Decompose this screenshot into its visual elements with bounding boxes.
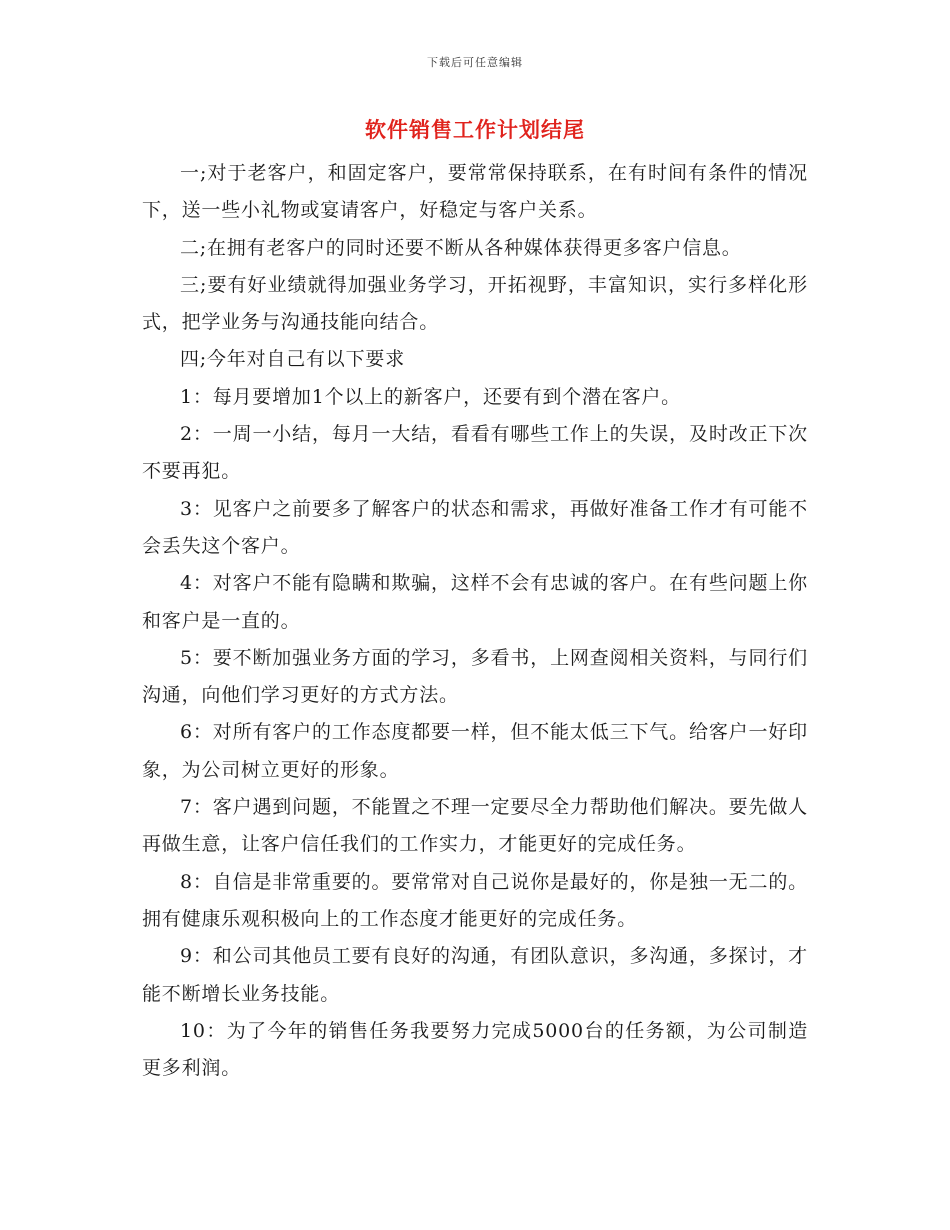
paragraph-12: 8：自信是非常重要的。要常常对自己说你是最好的，你是独一无二的。拥有健康乐观积极向上的工作态度才能更好的完成任务。 [142, 870, 808, 930]
paragraph-3: 三;要有好业绩就得加强业务学习，开拓视野，丰富知识，实行多样化形式，把学业务与沟通技能向结合。 [142, 273, 808, 334]
paragraph-5: 1：每月要增加1个以上的新客户，还要有到个潜在客户。 [180, 385, 681, 408]
paragraph-2: 二;在拥有老客户的同时还要不断从各种媒体获得更多客户信息。 [180, 236, 742, 259]
paragraph-14: 10：为了今年的销售任务我要努力完成5000台的任务额，为公司制造更多利润。 [142, 1019, 808, 1080]
paragraph-7: 3：见客户之前要多了解客户的状态和需求，再做好准备工作才有可能不会丢失这个客户。 [142, 497, 808, 557]
document-title: 软件销售工作计划结尾 [365, 117, 585, 142]
header-note: 下载后可任意编辑 [427, 56, 523, 69]
paragraph-10: 6：对所有客户的工作态度都要一样，但不能太低三下气。给客户一好印象，为公司树立更好的形象。 [142, 721, 808, 781]
paragraph-13: 9：和公司其他员工要有良好的沟通，有团队意识，多沟通，多探讨，才能不断增长业务技能。 [142, 945, 808, 1005]
paragraph-8: 4：对客户不能有隐瞒和欺骗，这样不会有忠诚的客户。在有些问题上你和客户是一直的。 [142, 572, 808, 632]
paragraph-1: 一;对于老客户，和固定客户，要常常保持联系，在有时间有条件的情况下，送一些小礼物或宴请客户，好稳定与客户关系。 [142, 162, 808, 222]
paragraph-9: 5：要不断加强业务方面的学习，多看书，上网查阅相关资料，与同行们沟通，向他们学习更好的方式方法。 [142, 646, 808, 707]
document-body [142, 155, 808, 1087]
paragraph-11: 7：客户遇到问题，不能置之不理一定要尽全力帮助他们解决。要先做人再做生意，让客户信任我们的工作实力，才能更好的完成任务。 [142, 796, 808, 856]
paragraph-6: 2：一周一小结，每月一大结，看看有哪些工作上的失误，及时改正下次不要再犯。 [142, 423, 808, 483]
paragraph-4: 四;今年对自己有以下要求 [180, 348, 406, 371]
